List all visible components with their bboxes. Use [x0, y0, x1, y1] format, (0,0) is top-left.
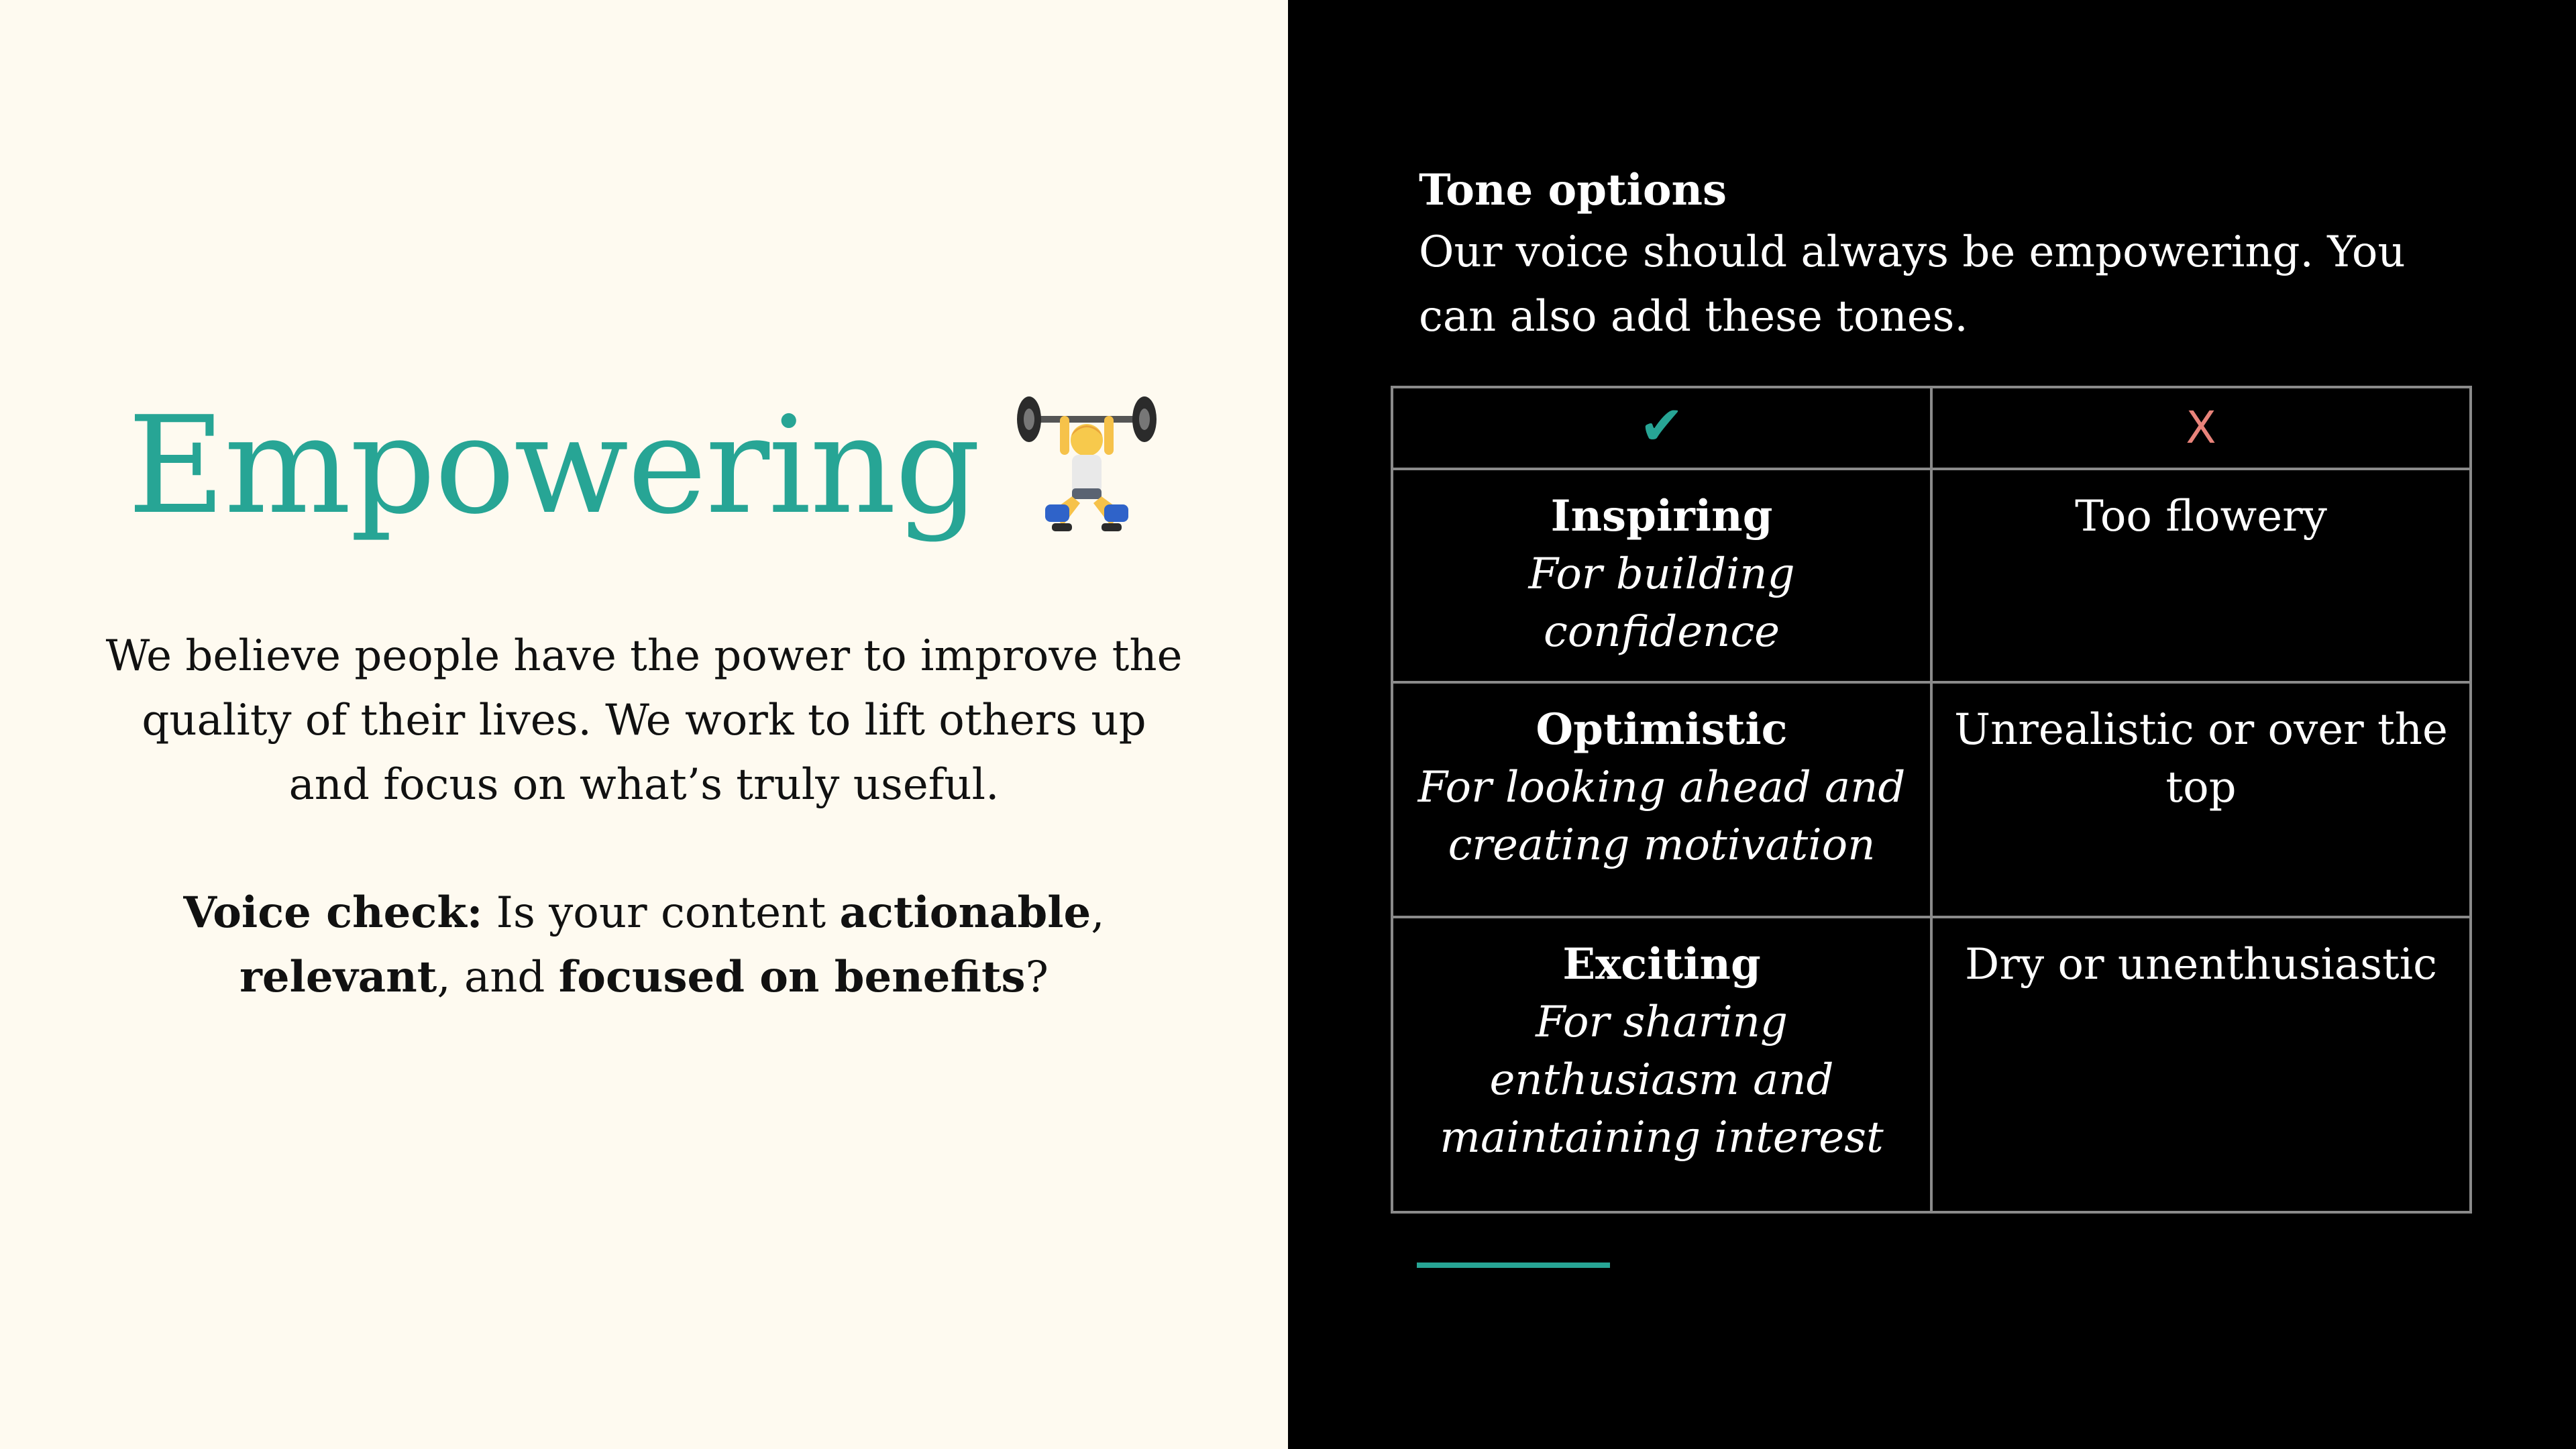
- page-title: Empowering: [127, 388, 980, 544]
- tone-description: Our voice should always be empowering. You can also add these tones.: [1419, 227, 2406, 341]
- tone-name: Inspiring: [1550, 491, 1773, 541]
- accent-divider: [1417, 1263, 1610, 1268]
- checkmark-icon: ✔: [1639, 394, 1684, 457]
- tone-cell: [1392, 682, 1931, 917]
- tone-heading: Tone options: [1419, 165, 1727, 215]
- tone-table: [1391, 386, 2472, 1214]
- do-column-header: [1392, 387, 1931, 469]
- dont-column-header: [1931, 387, 2471, 469]
- cross-icon: X: [2186, 401, 2216, 453]
- voice-check-text: Is your content: [482, 888, 840, 938]
- avoid-cell: Too flowery: [1931, 469, 2471, 682]
- intro-paragraph: We believe people have the power to improve the quality of their lives. We work to lift others up and focus on what’s truly useful.: [105, 631, 1183, 810]
- weight-lifter-icon: [1013, 389, 1161, 537]
- voice-check: [94, 881, 1194, 1010]
- tone-name: Exciting: [1562, 939, 1761, 989]
- table-row: [1392, 469, 2471, 682]
- avoid-cell: Dry or unenthusiastic: [1931, 917, 2471, 1212]
- tone-table-header: [1392, 387, 2471, 469]
- voice-check-relevant: relevant: [239, 952, 437, 1002]
- tone-use: For sharing enthusiasm and maintaining interest: [1440, 998, 1884, 1163]
- table-row: [1392, 682, 2471, 917]
- tone-name: Optimistic: [1536, 704, 1788, 755]
- voice-check-text: , and: [437, 953, 559, 1002]
- voice-check-actionable: actionable: [839, 888, 1091, 938]
- voice-check-text: ,: [1091, 888, 1105, 938]
- voice-check-benefits: focused on benefits: [558, 952, 1026, 1002]
- tone-use: For building confidence: [1528, 549, 1795, 657]
- avoid-cell: Unrealistic or over the top: [1931, 682, 2471, 917]
- title-row: [0, 388, 1288, 544]
- voice-check-text: ?: [1025, 953, 1049, 1002]
- table-row: [1392, 917, 2471, 1212]
- tone-cell: [1392, 917, 1931, 1212]
- tone-use: For looking ahead and creating motivation: [1417, 763, 1906, 870]
- voice-check-label: Voice check:: [183, 888, 483, 938]
- tone-cell: [1392, 469, 1931, 682]
